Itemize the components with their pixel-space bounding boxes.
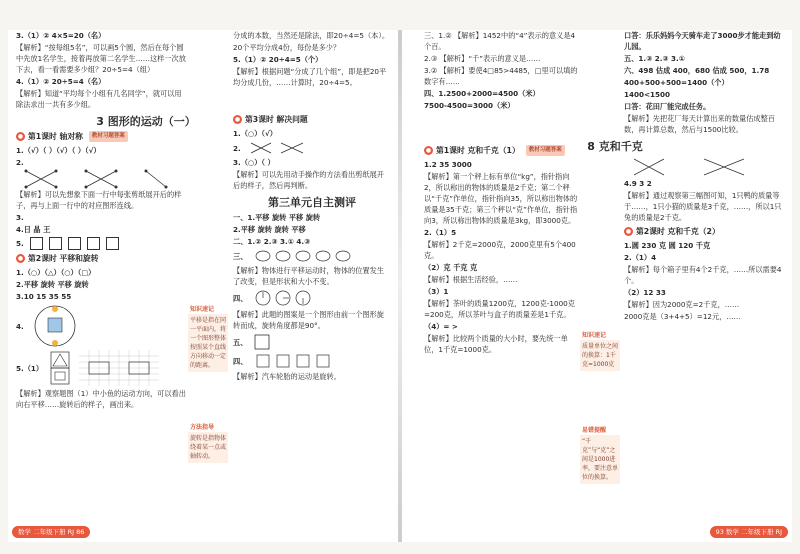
answer-line: 【解析】可以先用动手操作的方法看出剪纸展开后的样子，然后再判断。 — [233, 170, 384, 190]
answer-line: 【解析】知道“平均每个小组有几名同学”，就可以用除法求出一共有多少组。 — [16, 89, 182, 109]
answer-line: 【解析】此题的图案是一个图形由前一个图形旋转而成，旋转角度都是90°。 — [233, 310, 384, 330]
question-number: 5. — [16, 239, 24, 248]
answer-line: 【解析】因为2000克=2千克，…… — [624, 300, 740, 309]
answer-line: 【解析】先把花厂每天计算出来的数量估成整百数，再计算总数，然后与1500比较。 — [624, 114, 775, 134]
answer-line: 3.10 15 35 55 — [16, 292, 72, 301]
answer-line: 2.③ 【解析】“千”表示的意义是…… — [424, 54, 541, 63]
answer-line: （2）12 33 — [624, 288, 666, 297]
side-note: 旋转是指物体绕着某一点或轴转动。 — [188, 432, 228, 463]
answer-line: 口答：花田厂能完成任务。 — [624, 102, 711, 111]
answer-line: 【解析】汽车轮胎的运动是旋转。 — [233, 372, 341, 381]
page-footer: 93 数学 二年级下册 RJ — [710, 526, 788, 538]
chapter-title: 3 图形的运动（一） — [96, 115, 196, 128]
answer-line: （3）1 — [424, 287, 449, 296]
answer-line: 1400<1500 — [624, 90, 671, 99]
square-shape — [106, 237, 119, 250]
square-shape — [30, 237, 43, 250]
answer-line: 【解析】2千克=2000克，2000克里有5个400克。 — [424, 240, 576, 260]
answer-line: 3.② 【解析】要使4□85>4485，□里可以填的数字有…… — [424, 66, 578, 86]
lesson-marker-icon: ● — [625, 228, 632, 235]
matching-figure — [233, 141, 391, 155]
answer-line: 5.（1）② 20÷4=5（个） — [233, 55, 323, 64]
answer-line: 【解析】观察题图（1）中小鱼的运动方向，可以看出向右平移……旋转后的样子，画出来。 — [16, 389, 186, 409]
side-heading: 易错提醒 — [582, 427, 607, 434]
answer-line: 4.（1）② 20÷5=4（名） — [16, 77, 106, 86]
answer-line: 【解析】通过观察第三幅图可知，1只鸭的质量等于……，1只小猫的质量是3千克，……，所以1只兔的质量是2千克。 — [624, 191, 782, 222]
chapter-title: 8 克和千克 — [587, 140, 643, 153]
lesson-heading — [16, 131, 186, 142]
lesson-heading — [233, 114, 391, 125]
answer-line: 2.平移 旋转 旋转 平移 — [233, 225, 306, 234]
question-number: 5.（1） — [16, 363, 44, 373]
rotation-icons — [253, 289, 313, 307]
answer-line: 2.平移 旋转 平移 旋转 — [16, 280, 89, 289]
square-shape — [87, 237, 100, 250]
answer-line: 【解析】可以先想象下面一行中每张剪纸展开后的样子，再与上面一行中的对应图形连线。 — [16, 190, 182, 210]
lesson-heading — [16, 253, 186, 264]
left-col-2 — [233, 30, 391, 383]
answer-line: 口答：乐乐妈妈今天骑车走了3000步才能走到幼儿园。 — [624, 31, 781, 51]
answer-line: 2. — [16, 158, 24, 167]
rotation-figure — [16, 304, 186, 348]
answer-line: 分成的本数，当然还是除法，即20÷4=5（本）。 — [233, 31, 390, 40]
matching-lines-figure — [16, 169, 176, 189]
answer-line: 二、1.② 2.③ 3.① 4.③ — [233, 237, 311, 246]
answer-line: （2）克 千克 克 — [424, 263, 478, 272]
lesson-title: 第2课时 克和千克（2） — [636, 227, 720, 236]
answer-line: 四、1.2500+2000=4500（米） — [424, 89, 540, 98]
answer-line: 【解析】根据生活经验，…… — [424, 275, 518, 284]
answer-line: 【解析】“按每组5名”，可以画5个圆，然后在每个圆中先放1名学生，接着再放第二名学生……这样一次放下去，看一看需要多少组？20÷5=4（组） — [16, 43, 186, 74]
answer-line: 20个平均分成4份，每份是多少？ — [233, 43, 341, 52]
answer-line: 三、1.② 【解析】1452中的“4”表示的意义是4个百。 — [424, 31, 576, 51]
answer-line: 【解析】第一个秤上标有单位“kg”，指针指向2，所以称出的物体的质量是2千克；第二个秤以“千克”作单位，指针指向35，所以称出物体的质量是35千克；第三个秤以“克”作单位，指针指向3，所以称出物体的质量是3kg，即3000克。 — [424, 172, 578, 225]
unit-test-title: 第三单元自主测评 — [268, 196, 356, 209]
matching-lines-figure — [624, 156, 774, 178]
answer-line: 1.圆 230 克 圆 120 千克 — [624, 241, 711, 250]
right-col-1 — [424, 30, 579, 356]
answer-line: （4）= > — [424, 322, 458, 331]
lesson-title: 第3课时 解决问题 — [245, 115, 308, 124]
left-page — [8, 30, 399, 542]
right-col-2 — [587, 30, 786, 323]
answer-line: 1.2 35 3000 — [424, 160, 472, 169]
lesson-tag: 教材习题答案 — [526, 145, 565, 156]
stacked-shapes — [49, 350, 73, 386]
lesson-marker-icon: ● — [425, 147, 432, 154]
square-shape — [68, 237, 81, 250]
side-note: “千克”与“克”之间是1000进率，要注意单位的换算。 — [580, 435, 620, 484]
side-note: 质量单位之间的换算：1千克=1000克 — [580, 340, 620, 371]
lesson-title: 第1课时 轴对称 — [28, 132, 83, 141]
answer-line: 【解析】比较两个质量的大小时，要先统一单位，1千克=1000克。 — [424, 334, 568, 354]
right-page — [402, 30, 792, 542]
shape-figures — [16, 237, 186, 250]
answer-line: 【解析】茶叶的质量1200克，1200克-1000克=200克，所以茶叶与盒子的质量差是1千克。 — [424, 299, 575, 319]
question-number: 四、 — [233, 293, 248, 303]
lesson-title: 第1课时 克和千克（1） — [436, 146, 520, 155]
answer-line: 400+500+500=1400（个） — [624, 78, 729, 87]
answer-line: 4.日 晶 王 — [16, 225, 51, 234]
answer-line: 2.（1）4 — [624, 253, 657, 262]
page-footer: 数学 二年级下册 RJ 86 — [12, 526, 90, 538]
pattern-icons — [253, 249, 363, 263]
side-heading: 方法指导 — [190, 424, 215, 431]
tire-icons — [253, 353, 343, 369]
answer-line: 一、1.平移 旋转 平移 旋转 — [233, 213, 321, 222]
square-shape — [49, 237, 62, 250]
answer-line: 五、1.③ 2.③ 3.① — [624, 54, 685, 63]
lesson-tag: 教材习题答案 — [89, 131, 128, 142]
lesson-marker-icon: ● — [17, 255, 24, 262]
question-number: 四、 — [233, 356, 248, 366]
answer-line: 【解析】物体进行平移运动时，物体的位置发生了改变，但是形状和大小不变。 — [233, 266, 384, 286]
answer-line: 3. — [16, 213, 24, 222]
answer-line: 六、498 估成 400，680 估成 500，1.78 — [624, 66, 770, 75]
square-icon — [253, 333, 273, 351]
left-col-1 — [16, 30, 196, 411]
question-number: 五、 — [233, 337, 248, 347]
question-number: 三、 — [233, 251, 248, 261]
answer-line: 1.（○）（△）（○）（□） — [16, 268, 96, 277]
cross-lines — [247, 141, 307, 155]
question-number: 2. — [233, 143, 241, 153]
answer-line: 2.（1）5 — [424, 228, 457, 237]
question-number: 4. — [16, 321, 24, 331]
picture-row — [233, 249, 391, 263]
answer-line: 3.（1）② 4×5=20（名） — [16, 31, 106, 40]
answer-line: 4.9 3 2 — [624, 179, 652, 188]
answer-line: 2000克是（3+4+5）=12元，…… — [624, 312, 741, 321]
answer-line: 3.（○）（ ） — [233, 158, 275, 167]
tire-row — [233, 353, 391, 369]
rotation-row — [233, 289, 391, 307]
side-heading: 知识速记 — [190, 306, 215, 313]
square-row — [233, 333, 391, 351]
grid-diagram — [79, 350, 159, 386]
lesson-marker-icon: ● — [17, 133, 24, 140]
answer-line: 1.（○）（√） — [233, 129, 277, 138]
grid-figure — [16, 350, 186, 386]
answer-line: 1.（√）（ ）（√）（ ）（√） — [16, 146, 101, 155]
circle-figure — [30, 304, 80, 348]
answer-line: 【解析】根据问题“分成了几个组”，即是把20平均分成几份，……计算时，20÷4=5。 — [233, 67, 387, 87]
lesson-heading — [624, 226, 786, 237]
lesson-title: 第2课时 平移和旋转 — [28, 254, 99, 263]
answer-line: 【解析】每个箱子里有4个2千克，……所以需要4个。 — [624, 265, 782, 285]
answer-line: 7500-4500=3000（米） — [424, 101, 515, 110]
side-note: 平移是指在同一平面内，将一个图形整体按照某个直线方向移动一定的距离。 — [188, 314, 228, 372]
lesson-marker-icon: ● — [234, 116, 241, 123]
side-heading: 知识速记 — [582, 332, 607, 339]
